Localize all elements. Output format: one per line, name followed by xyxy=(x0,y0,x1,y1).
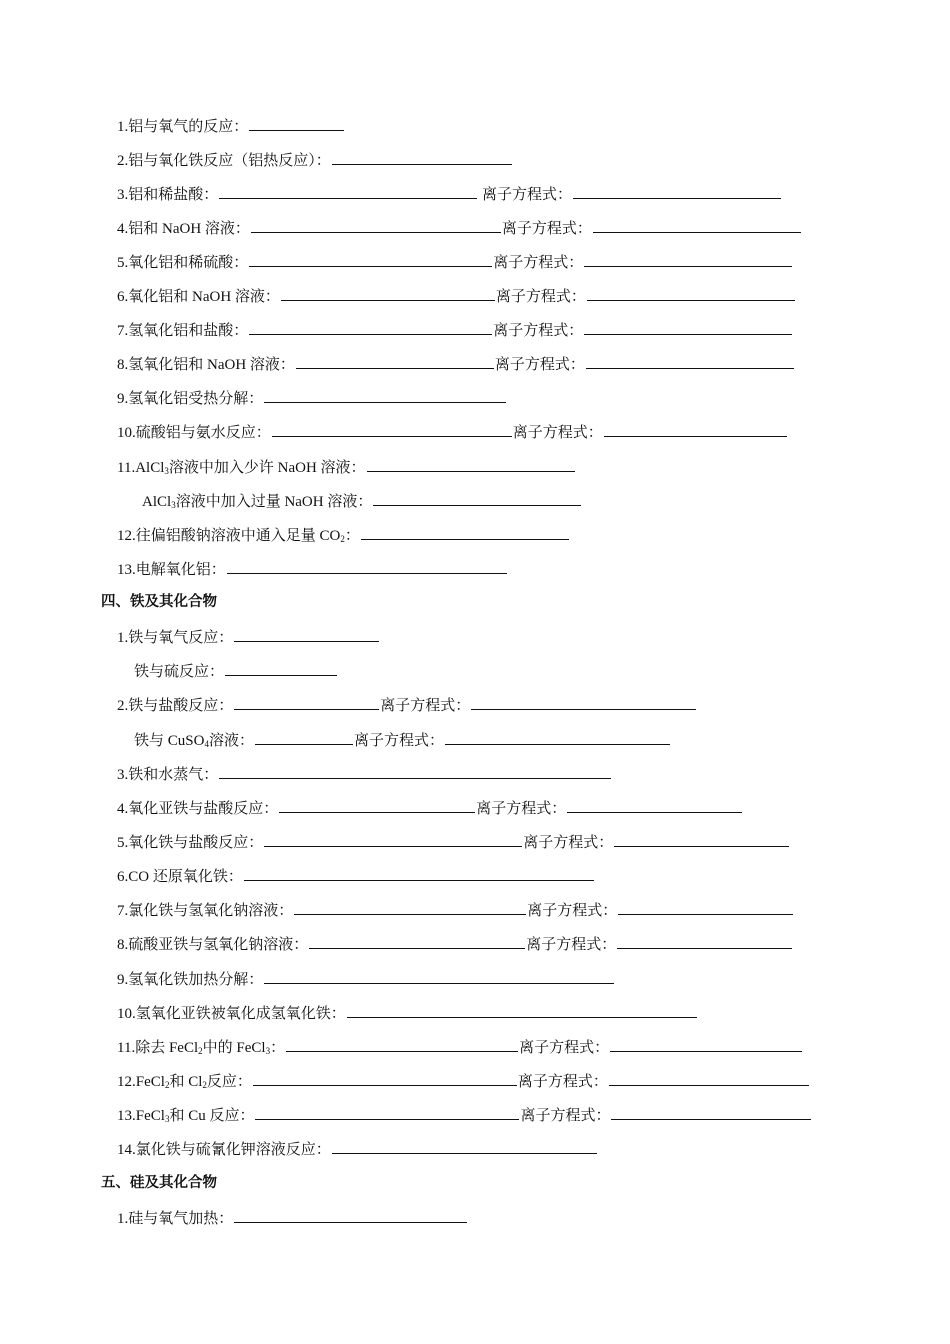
question-text: 中的 FeCl xyxy=(202,1040,266,1056)
question-text: 11.除去 FeCl xyxy=(117,1040,199,1056)
ionic-answer-blank[interactable] xyxy=(614,830,789,847)
answer-blank[interactable] xyxy=(332,1137,597,1154)
ionic-answer-blank[interactable] xyxy=(567,796,742,813)
question-text: 6.氧化铝和 NaOH 溶液： xyxy=(117,289,280,305)
question-text: AlCl xyxy=(142,494,172,510)
question-text: 11.AlCl xyxy=(117,460,165,476)
ionic-equation-label: 离子方程式： xyxy=(523,835,614,851)
question-text: 7.氯化铁与氢氧化钠溶液： xyxy=(117,903,294,919)
ionic-answer-blank[interactable] xyxy=(611,1103,811,1120)
question-text: 14.氯化铁与硫氰化钾溶液反应： xyxy=(117,1142,331,1158)
answer-blank[interactable] xyxy=(219,182,477,199)
ionic-equation-label: 离子方程式： xyxy=(517,1074,608,1090)
question-text: 12.往偏铝酸钠溶液中通入足量 CO xyxy=(117,528,341,544)
question-al-4 xyxy=(117,216,802,238)
answer-blank[interactable] xyxy=(347,1001,697,1018)
ionic-answer-blank[interactable] xyxy=(617,932,792,949)
question-text: 10.氢氧化亚铁被氧化成氢氧化铁： xyxy=(117,1006,346,1022)
answer-blank[interactable] xyxy=(251,216,501,233)
answer-blank[interactable] xyxy=(227,557,507,574)
question-text: 3.铁和水蒸气： xyxy=(117,767,219,783)
question-text: 3.铝和稀盐酸： xyxy=(117,187,219,203)
ionic-equation-label: 离子方程式： xyxy=(520,1108,611,1124)
question-text: 13.FeCl xyxy=(117,1108,165,1124)
question-si-1 xyxy=(117,1206,468,1228)
answer-blank[interactable] xyxy=(309,932,525,949)
question-al-10 xyxy=(117,420,788,442)
question-fe-12 xyxy=(117,1069,810,1091)
ionic-answer-blank[interactable] xyxy=(609,1069,809,1086)
answer-blank[interactable] xyxy=(279,796,475,813)
question-al-9 xyxy=(117,386,507,408)
question-text: 溶液： xyxy=(208,733,254,749)
question-fe-13 xyxy=(117,1103,812,1125)
question-text: 5.氧化铁与盐酸反应： xyxy=(117,835,264,851)
question-fe-6 xyxy=(117,864,595,886)
ionic-equation-label: 离子方程式： xyxy=(527,903,618,919)
ionic-equation-label: 离子方程式： xyxy=(482,187,573,203)
question-text: 1.铝与氧气的反应： xyxy=(117,119,249,135)
answer-blank[interactable] xyxy=(219,762,611,779)
question-fe-1b xyxy=(134,659,338,681)
subscript: 2 xyxy=(340,534,345,544)
question-text: 9.氢氧化铁加热分解： xyxy=(117,972,264,988)
ionic-answer-blank[interactable] xyxy=(618,898,793,915)
question-fe-2a xyxy=(117,693,697,715)
answer-blank[interactable] xyxy=(281,284,495,301)
question-text: 13.电解氧化铝： xyxy=(117,562,226,578)
question-fe-2b xyxy=(134,728,671,750)
question-text: 7.氢氧化铝和盐酸： xyxy=(117,323,249,339)
question-fe-1a xyxy=(117,625,380,647)
question-fe-8 xyxy=(117,932,793,954)
answer-blank[interactable] xyxy=(225,659,337,676)
ionic-answer-blank[interactable] xyxy=(610,1035,802,1052)
question-text: ： xyxy=(270,1040,286,1056)
ionic-equation-label: 离子方程式： xyxy=(519,1040,610,1056)
question-text: 8.硫酸亚铁与氢氧化钠溶液： xyxy=(117,937,309,953)
answer-blank[interactable] xyxy=(264,967,614,984)
answer-blank[interactable] xyxy=(244,864,594,881)
answer-blank[interactable] xyxy=(294,898,526,915)
question-text: 8.氢氧化铝和 NaOH 溶液： xyxy=(117,357,295,373)
section-heading-silicon: 五、硅及其化合物 xyxy=(101,1175,217,1191)
answer-blank[interactable] xyxy=(234,625,379,642)
question-fe-7 xyxy=(117,898,794,920)
ionic-answer-blank[interactable] xyxy=(471,693,696,710)
question-text: 溶液中加入少许 NaOH 溶液： xyxy=(168,460,366,476)
answer-blank[interactable] xyxy=(361,523,569,540)
ionic-answer-blank[interactable] xyxy=(586,352,794,369)
subscript: 2 xyxy=(198,1046,203,1056)
question-al-7 xyxy=(117,318,793,340)
answer-blank[interactable] xyxy=(272,420,512,437)
question-fe-4 xyxy=(117,796,743,818)
answer-blank[interactable] xyxy=(234,1206,467,1223)
answer-blank[interactable] xyxy=(249,250,492,267)
answer-blank[interactable] xyxy=(367,455,575,472)
question-text: 12.FeCl xyxy=(117,1074,165,1090)
question-al-1 xyxy=(117,114,345,136)
question-al-8 xyxy=(117,352,795,374)
question-text: 铁与硫反应： xyxy=(134,664,225,680)
ionic-equation-label: 离子方程式： xyxy=(512,425,603,441)
answer-blank[interactable] xyxy=(255,728,353,745)
question-al-2 xyxy=(117,148,513,170)
question-text: 和 Cu 反应： xyxy=(169,1108,255,1124)
ionic-equation-label: 离子方程式： xyxy=(526,937,617,953)
question-text: 反应： xyxy=(206,1074,252,1090)
question-fe-11 xyxy=(117,1035,803,1057)
question-al-11a xyxy=(117,455,576,477)
question-fe-9 xyxy=(117,967,615,989)
answer-blank[interactable] xyxy=(332,148,512,165)
question-text: 和 Cl xyxy=(169,1074,203,1090)
answer-blank[interactable] xyxy=(249,114,344,131)
question-text: 2.铁与盐酸反应： xyxy=(117,698,234,714)
question-text: 9.氢氧化铝受热分解： xyxy=(117,391,264,407)
ionic-answer-blank[interactable] xyxy=(573,182,781,199)
question-text: 1.铁与氧气反应： xyxy=(117,630,234,646)
subscript: 3 xyxy=(164,1114,170,1124)
question-text: ： xyxy=(344,528,360,544)
answer-blank[interactable] xyxy=(264,830,522,847)
question-text: 5.氧化铝和稀硫酸： xyxy=(117,255,249,271)
subscript: 3 xyxy=(265,1046,271,1056)
subscript: 3 xyxy=(171,500,176,510)
question-al-6 xyxy=(117,284,796,306)
question-fe-3 xyxy=(117,762,612,784)
subscript: 3 xyxy=(164,466,169,476)
question-al-5 xyxy=(117,250,793,272)
answer-blank[interactable] xyxy=(264,386,506,403)
ionic-answer-blank[interactable] xyxy=(584,250,792,267)
question-text: 4.铝和 NaOH 溶液： xyxy=(117,221,250,237)
ionic-answer-blank[interactable] xyxy=(593,216,801,233)
question-al-12 xyxy=(117,523,570,545)
question-text: 10.硫酸铝与氨水反应： xyxy=(117,425,271,441)
ionic-equation-label: 离子方程式： xyxy=(494,357,585,373)
question-al-3 xyxy=(117,182,782,204)
answer-blank[interactable] xyxy=(255,1103,519,1120)
question-text: 6.CO 还原氧化铁： xyxy=(117,869,243,885)
question-text: 溶液中加入过量 NaOH 溶液： xyxy=(175,494,373,510)
question-fe-10 xyxy=(117,1001,698,1023)
ionic-equation-label: 离子方程式： xyxy=(476,801,567,817)
question-al-13 xyxy=(117,557,508,579)
answer-blank[interactable] xyxy=(373,489,581,506)
section-heading-iron: 四、铁及其化合物 xyxy=(101,594,217,610)
question-text: 4.氧化亚铁与盐酸反应： xyxy=(117,801,279,817)
answer-blank[interactable] xyxy=(249,318,492,335)
question-text: 铁与 CuSO xyxy=(134,733,205,749)
answer-blank[interactable] xyxy=(234,693,379,710)
ionic-answer-blank[interactable] xyxy=(445,728,670,745)
ionic-equation-label: 离子方程式： xyxy=(493,323,584,339)
ionic-equation-label: 离子方程式： xyxy=(501,221,592,237)
ionic-equation-label: 离子方程式： xyxy=(495,289,586,305)
question-fe-5 xyxy=(117,830,790,852)
ionic-answer-blank[interactable] xyxy=(584,318,792,335)
answer-blank[interactable] xyxy=(286,1035,518,1052)
ionic-equation-label: 离子方程式： xyxy=(493,255,584,271)
answer-blank[interactable] xyxy=(253,1069,517,1086)
subscript: 4 xyxy=(204,739,209,749)
ionic-answer-blank[interactable] xyxy=(587,284,795,301)
ionic-equation-label: 离子方程式： xyxy=(380,698,471,714)
subscript: 2 xyxy=(202,1080,207,1090)
ionic-equation-label: 离子方程式： xyxy=(353,733,444,749)
subscript: 2 xyxy=(164,1080,170,1090)
question-fe-14 xyxy=(117,1137,598,1159)
answer-blank[interactable] xyxy=(296,352,494,369)
question-text: 1.硅与氧气加热： xyxy=(117,1211,234,1227)
question-text: 2.铝与氧化铁反应（铝热反应）： xyxy=(117,153,331,169)
question-al-11b xyxy=(142,489,582,511)
ionic-answer-blank[interactable] xyxy=(604,420,787,437)
